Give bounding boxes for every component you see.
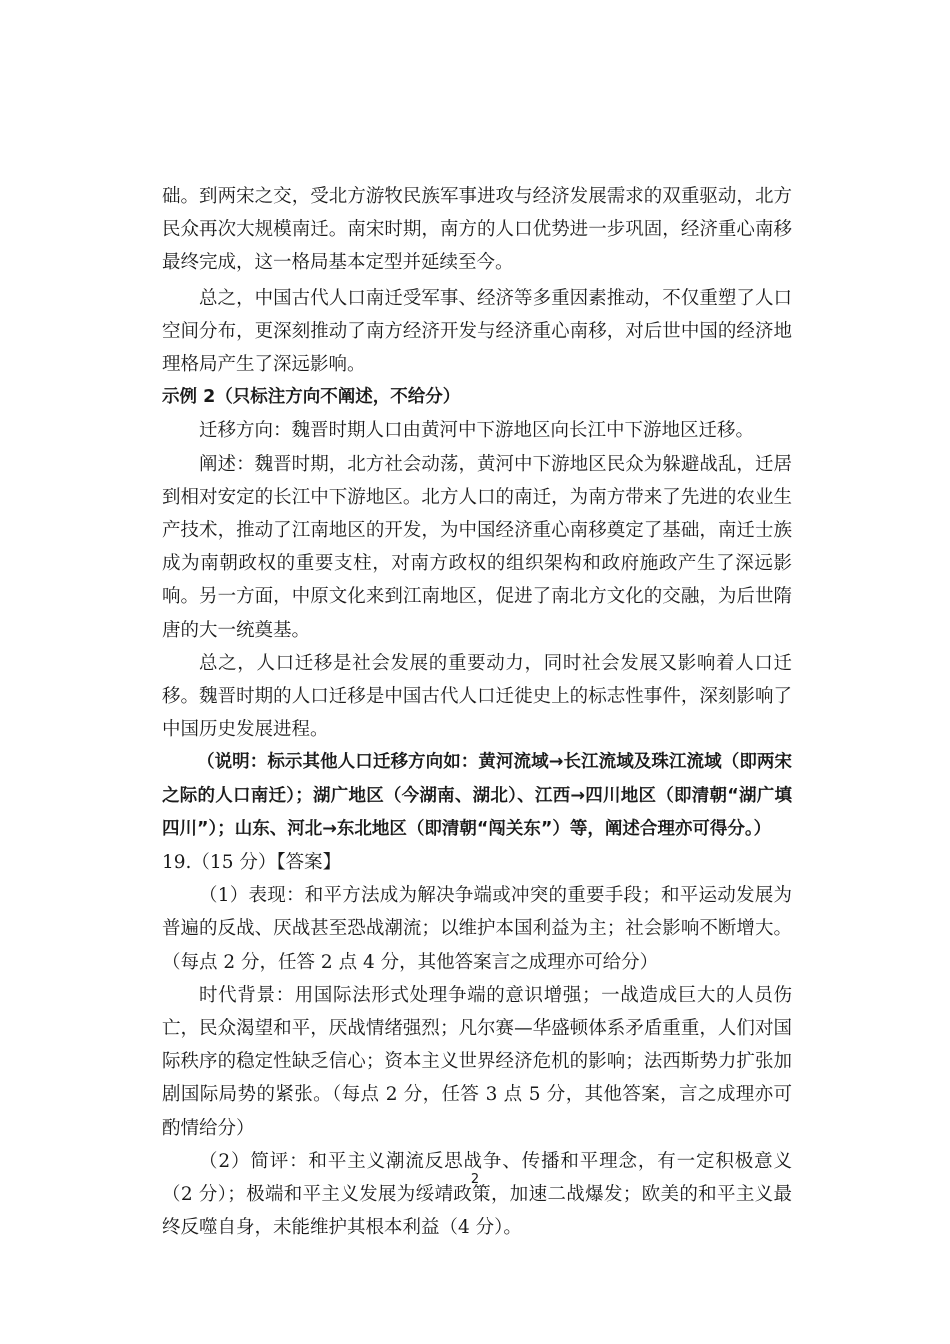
answer-background: 时代背景：用国际法形式处理争端的意识增强；一战造成巨大的人员伤亡，民众渴望和平，厌战情绪强烈；凡尔赛—华盛顿体系矛盾重重，人们对国际秩序的稳定性缺乏信心；资本主义世界经济危机的影响；法西斯势力扩张加剧国际局势的紧张。（每点 2 分，任答 3 点 5 分，其他答案，言之成理亦可酌情给分） <box>162 984 792 1139</box>
paragraph-elaboration: 阐述：魏晋时期，北方社会动荡，黄河中下游地区民众为躲避战乱，迁居到相对安定的长江中下游地区。北方人口的南迁，为南方带来了先进的农业生产技术，推动了江南地区的开发，为中国经济重心南移奠定了基础，南迁士族成为南朝政权的重要支柱，对南方政权的组织架构和政府施政产生了深远影响。另一方面，中原文化来到江南地区，促进了南北方文化的交融，为后世隋唐的大一统奠基。 <box>162 453 792 641</box>
question-19-heading: 19.（15 分）【答案】 <box>162 852 342 874</box>
page-content <box>162 180 792 1245</box>
example-2-heading: 示例 2（只标注方向不阐述，不给分） <box>162 387 461 408</box>
page-number: 2 <box>470 1172 480 1187</box>
answer-part-1: （1）表现：和平方法成为解决争端或冲突的重要手段；和平运动发展为普遍的反战、厌战甚至恐战潮流；以维护本国利益为主；社会影响不断增大。（每点 2 分，任答 2 点 4 分，其他答案言之成理亦可给分） <box>162 885 792 973</box>
paragraph-summary-2: 总之，人口迁移是社会发展的重要动力，同时社会发展又影响着人口迁移。魏晋时期的人口迁移是中国古代人口迁徙史上的标志性事件，深刻影响了中国历史发展进程。 <box>162 652 792 741</box>
paragraph-song-migration: 础。到两宋之交，受北方游牧民族军事进攻与经济发展需求的双重驱动，北方民众再次大规模南迁。南宋时期，南方的人口优势进一步巩固，经济重心南移最终完成，这一格局基本定型并延续至今。 <box>162 186 792 274</box>
migration-direction: 迁移方向：魏晋时期人口由黄河中下游地区向长江中下游地区迁移。 <box>199 420 755 442</box>
grading-note: （说明：标示其他人口迁移方向如：黄河流域→长江流域及珠江流域（即两宋之际的人口南迁）；湖广地区（今湖南、湖北）、江西→四川地区（即清朝“湖广填四川”）；山东、河北→东北地区（即清朝“闯关东”）等，阐述合理亦可得分。） <box>162 752 792 839</box>
paragraph-summary-1: 总之，中国古代人口南迁受军事、经济等多重因素推动，不仅重塑了人口空间分布，更深刻推动了南方经济开发与经济重心南移，对后世中国的经济地理格局产生了深远影响。 <box>162 287 792 376</box>
answer-part-2: （2）简评：和平主义潮流反思战争、传播和平理念，有一定积极意义（2 分）；极端和平主义发展为绥靖政策，加速二战爆发；欧美的和平主义最终反噬自身，未能维护其根本利益（4 分）。 <box>162 1150 792 1239</box>
